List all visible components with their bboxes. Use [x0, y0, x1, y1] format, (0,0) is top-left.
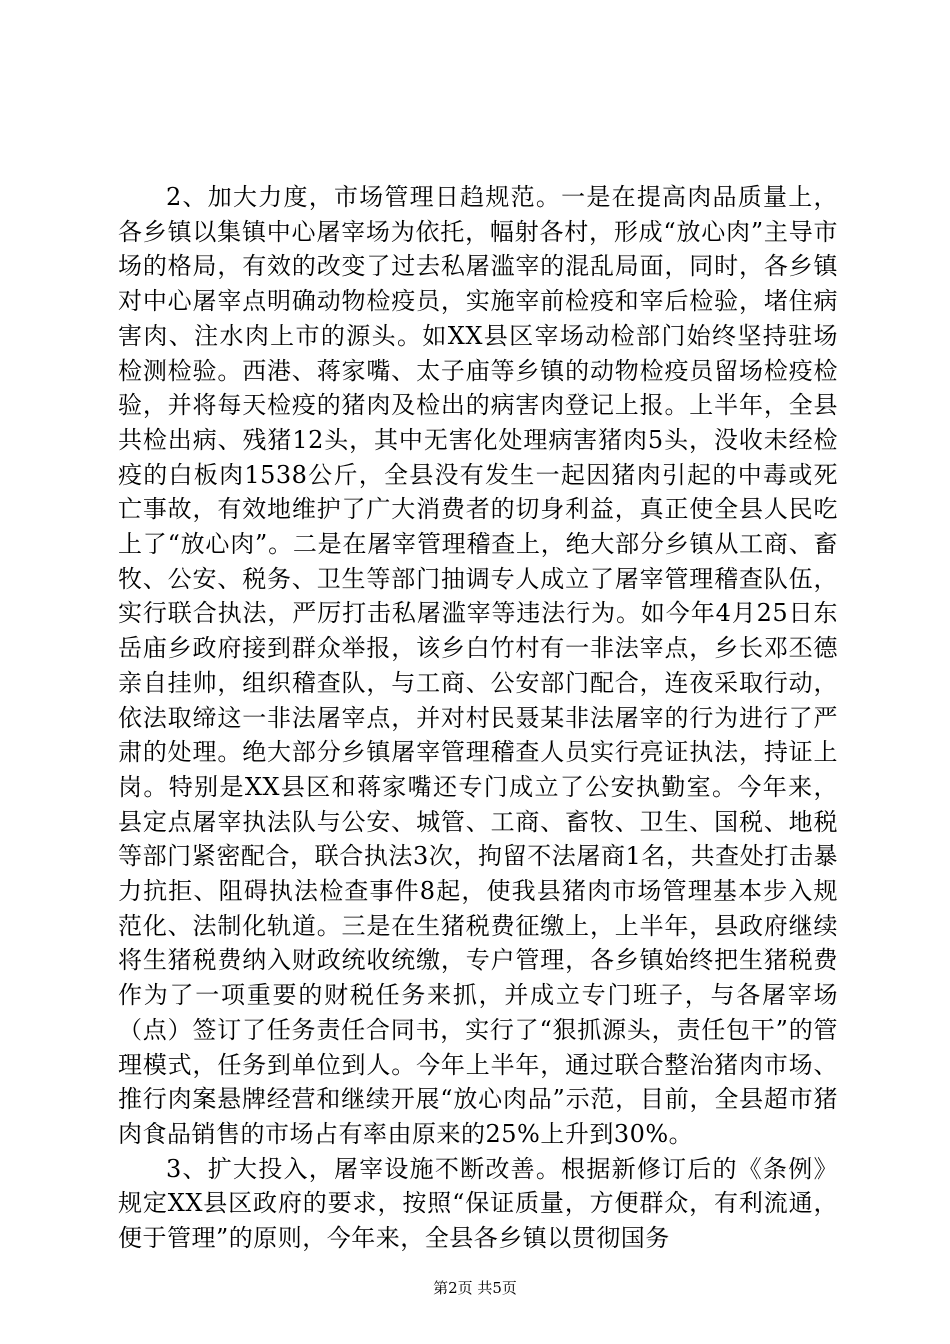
page-number: 第2页 共5页: [433, 1279, 517, 1297]
document-body: [118, 180, 838, 1256]
page-footer: [0, 1278, 950, 1298]
paragraph-facility-investment: 3、扩大投入，屠宰设施不断改善。根据新修订后的《条例》规定XX县区政府的要求，按照“保证质量，方便群众，有利流通，便于管理”的原则，今年来，全县各乡镇以贯彻国务: [118, 1154, 838, 1253]
paragraph-market-management: 2、加大力度，市场管理日趋规范。一是在提高肉品质量上，各乡镇以集镇中心屠宰场为依托，幅射各村，形成“放心肉”主导市场的格局，有效的改变了过去私屠滥宰的混乱局面，同时，各乡镇对中心屠宰点明确动物检疫员，实施宰前检疫和宰后检验，堵住病害肉、注水肉上市的源头。如XX县区宰场动检部门始终坚持驻场检测检验。西港、蒋家嘴、太子庙等乡镇的动物检疫员留场检疫检验，并将每天检疫的猪肉及检出的病害肉登记上报。上半年，全县共检出病、残猪12头，其中无害化处理病害猪肉5头，没收未经检疫的白板肉1538公斤，全县没有发生一起因猪肉引起的中毒或死亡事故，有效地维护了广大消费者的切身利益，真正使全县人民吃上了“放心肉”。二是在屠宰管理稽查上，绝大部分乡镇从工商、畜牧、公安、税务、卫生等部门抽调专人成立了屠宰管理稽查队伍，实行联合执法，严厉打击私屠滥宰等违法行为。如今年4月25日东岳庙乡政府接到群众举报，该乡白竹村有一非法宰点，乡长邓丕德亲自挂帅，组织稽查队，与工商、公安部门配合，连夜采取行动，依法取缔这一非法屠宰点，并对村民聂某非法屠宰的行为进行了严肃的处理。绝大部分乡镇屠宰管理稽查人员实行亮证执法，持证上岗。特别是XX县区和蒋家嘴还专门成立了公安执勤室。今年来，县定点屠宰执法队与公安、城管、工商、畜牧、卫生、国税、地税等部门紧密配合，联合执法3次，拘留不法屠商1名，共查处打击暴力抗拒、阻碍执法检查事件8起，使我县猪肉市场管理基本步入规范化、法制化轨道。三是在生猪税费征缴上，上半年，县政府继续将生猪税费纳入财政统收统缴，专户管理，各乡镇始终把生猪税费作为了一项重要的财税任务来抓，并成立专门班子，与各屠宰场（点）签订了任务责任合同书，实行了“狠抓源头，责任包干”的管理模式，任务到单位到人。今年上半年，通过联合整治猪肉市场、推行肉案悬牌经营和继续开展“放心肉品”示范，目前，全县超市猪肉食品销售的市场占有率由原来的25%上升到30%。: [118, 183, 838, 1148]
